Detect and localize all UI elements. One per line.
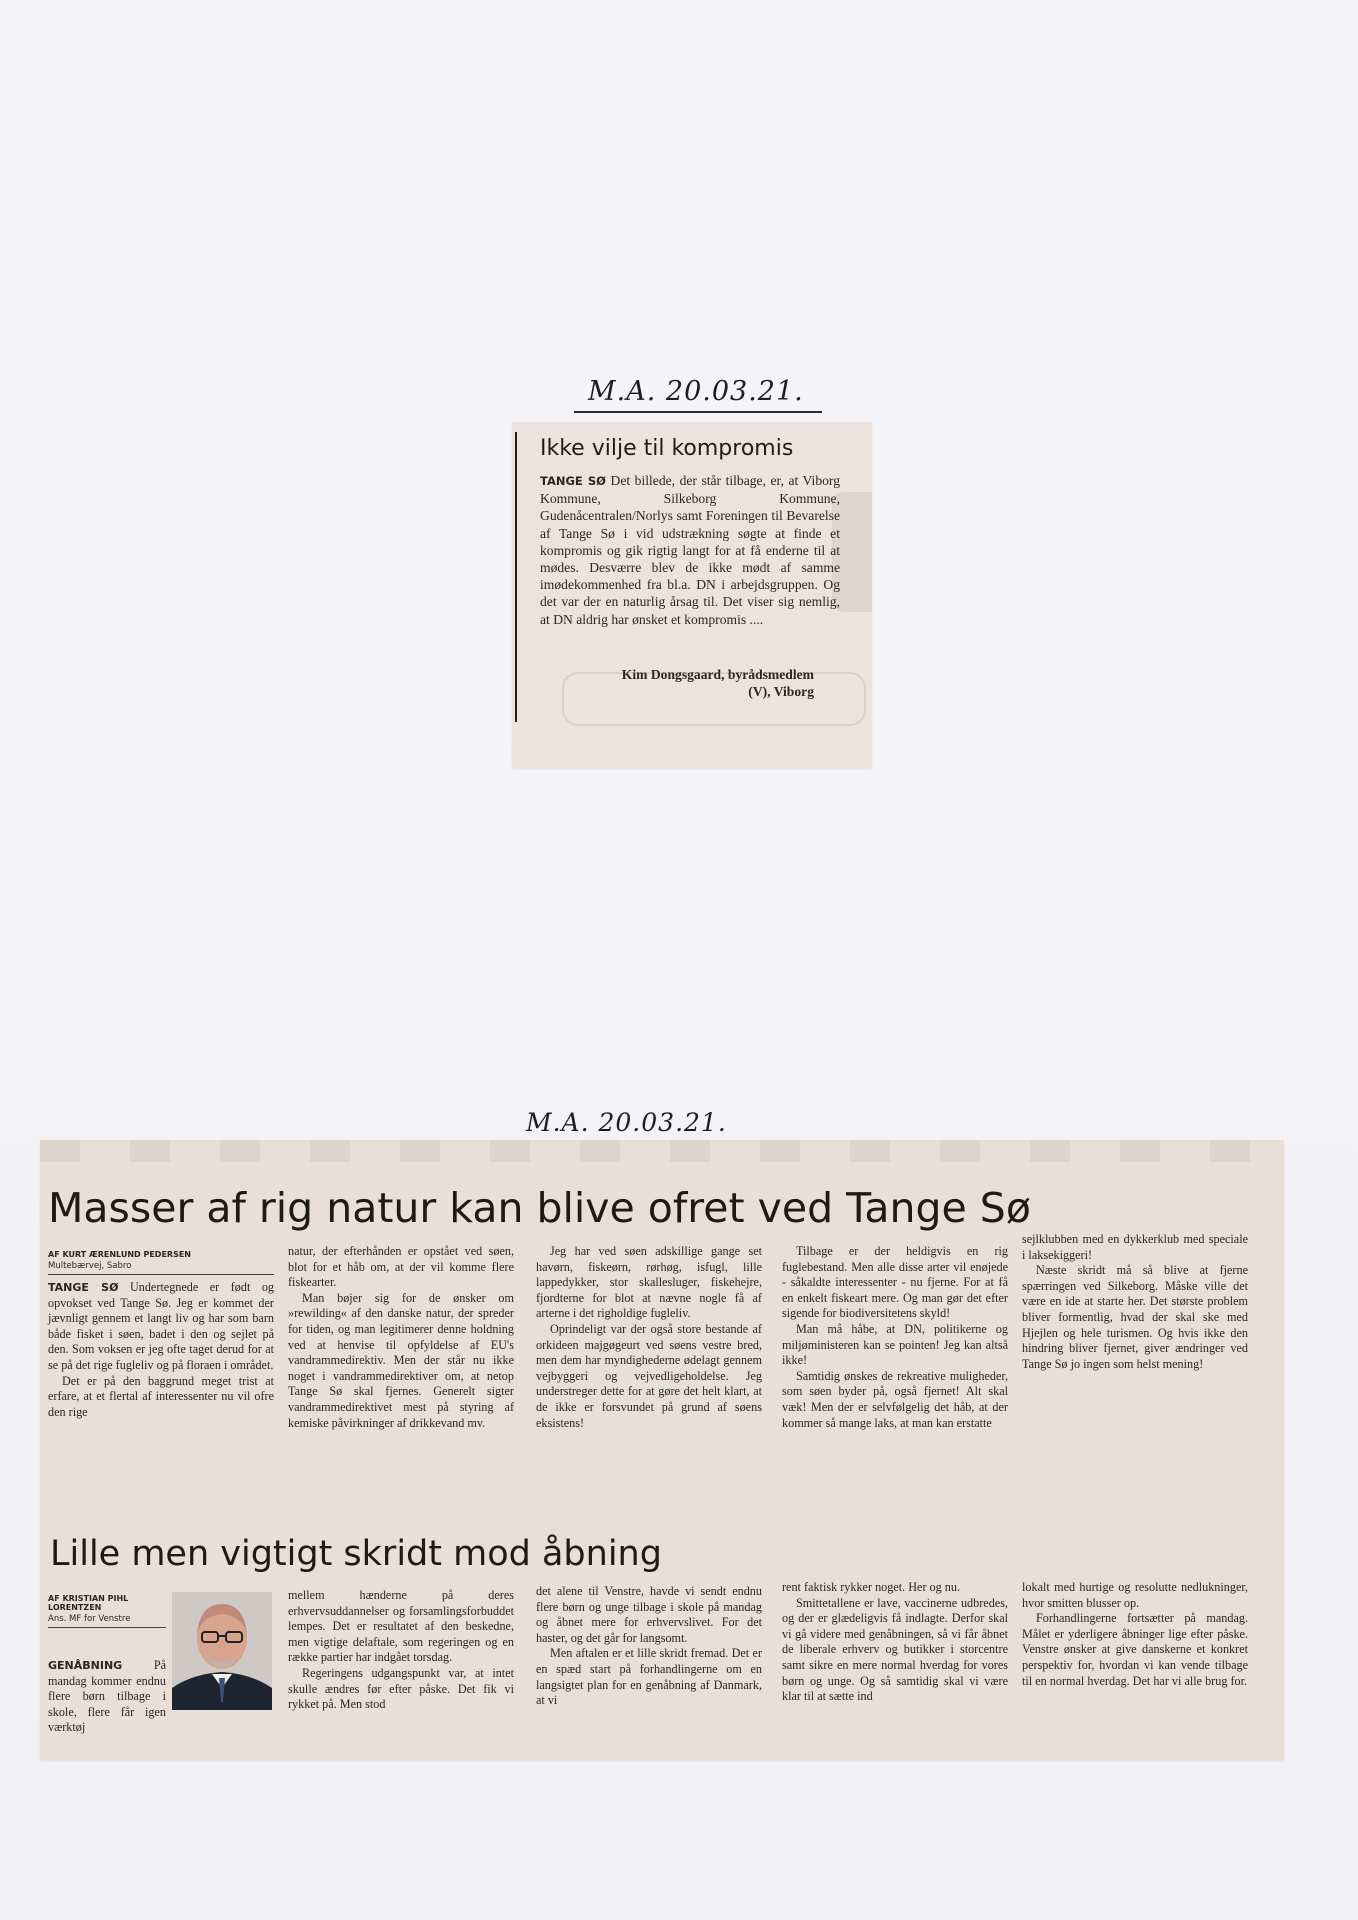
article2-paragraph: Men aftalen er et lille skridt fremad. Det er en spæd start på forhandlingerne om en langsigtet plan for en genåbning af Danmark, at vi — [536, 1646, 762, 1708]
letter-signature — [622, 666, 814, 700]
article2-kicker: GENÅBNING — [48, 1659, 123, 1672]
article2-author-title: Ans. MF for Venstre — [48, 1614, 131, 1624]
article1-paragraph: Oprindeligt var der også store bestande af orkideen majgøgeurt ved søens vestre bred, men dem har myndighederne ødelagt gennem vejbyggeri og vejvedligeholdelse. Jeg understreger dette for at gøre det helt klart, at de ikke er forsvundet på grund af søens eksistens! — [536, 1321, 762, 1430]
article2-paragraph: Smittetallene er lave, vaccinerne udbredes, og der er glædeligvis få indlagte. Derfor skal vi gå videre med genåbningen, så vi får åbnet de liberale erhverv og butikker i storcentre samt sikre en mere normal hverdag for vores børn og unge. Og så samtidig skal vi være klar til at sætte ind — [782, 1595, 1008, 1704]
article1-paragraph: Samtidig ønskes de rekreative muligheder, som søen byder på, også fjernet! Alt skal væk! Men der er selvfølgelig det håb, at der kommer så mange laks, at man kan erstatte — [782, 1368, 1008, 1430]
article2-column-3 — [536, 1584, 762, 1709]
article1-paragraph: Næste skridt må så blive at fjerne spærringen ved Silkeborg. Måske ville det være en ide at starte her. Det største problem bliver formentlig, hvad der skal ske med Hjejlen og hele turismen. Og hvis ikke den hindring bliver fjernet, giver ændringer ved Tange Sø jo ingen som helst mening! — [1022, 1263, 1248, 1371]
article2-paragraph: Forhandlingerne fortsætter på mandag. Målet er yderligere åbninger lige efter påske. Venstre ønsker at give danskerne et konkret perspektiv for, hvordan vi kan vende tilbage til en normal hverdag. Det har vi alle brug for. — [1022, 1611, 1248, 1688]
newspaper-clipping — [40, 1140, 1284, 1760]
byline-rule — [48, 1274, 274, 1275]
article1-paragraph: sejlklubben med en dykkerklub med speciale i laksekiggeri! — [1022, 1232, 1248, 1262]
article2-column-5 — [1022, 1580, 1248, 1689]
letter-kicker: TANGE SØ — [540, 474, 606, 488]
article1-headline: Masser af rig natur kan blive ofret ved Tange Sø — [48, 1184, 1031, 1232]
article1-byline — [48, 1250, 274, 1275]
article2-column-1 — [48, 1658, 166, 1736]
handwritten-underline — [574, 411, 822, 413]
article1-paragraph: natur, der efterhånden er opstået ved søen, blot for et håb om, at der vil komme flere fiskearter. — [288, 1244, 514, 1290]
article1-author-address: Multebærvej, Sabro — [48, 1261, 132, 1271]
article2-paragraph: det alene til Venstre, havde vi sendt endnu flere børn og unge tilbage i skole på mandag og åbnet mere for erhvervslivet. For det haster, og det går for langsomt. — [536, 1584, 762, 1645]
article1-paragraph: Man bøjer sig for de ønsker om »rewilding« af den danske natur, der spreder for tiden, og man legitimerer denne holdning ved at henvise til opfyldelse af EU's vandrammedirektiv. Men der står nu ikke noget i vandrammedirektiver om, at netop Tange Sø skal fjernes. Generelt sigter vandrammedirektivet mest på styring af kemiske påvirkninger af drikkevand mv. — [288, 1290, 514, 1430]
letter-body — [540, 472, 840, 628]
signature-name: Kim Dongsgaard, byrådsmedlem — [621, 667, 814, 682]
article1-paragraph: Det er på den baggrund meget trist at erfare, at et flertal af interessenter nu vil ofre den rige — [48, 1373, 274, 1419]
article1-paragraph: Man må håbe, at DN, politikerne og miljøministeren kan se pointen! Jeg kan altså ikke! — [782, 1321, 1008, 1368]
article1-column-2 — [288, 1244, 514, 1431]
article2-paragraph: rent faktisk rykker noget. Her og nu. — [782, 1580, 961, 1594]
signature-party: (V), Viborg — [748, 684, 814, 700]
author-portrait-image — [172, 1592, 272, 1710]
article2-headline: Lille men vigtigt skridt mod åbning — [50, 1534, 662, 1574]
article1-column-1 — [48, 1280, 274, 1420]
handwritten-date-top — [588, 376, 804, 407]
article2-paragraph: lokalt med hurtige og resolutte nedlukninger, hvor smitten blusser op. — [1022, 1580, 1248, 1610]
article1-column-5 — [1022, 1232, 1248, 1372]
bleed-through-band — [40, 1140, 1284, 1162]
byline-rule — [48, 1627, 166, 1628]
column-rule — [515, 432, 517, 722]
article1-text: Undertegnede er født og opvokset ved Tange Sø. Jeg er kommet der jævnligt gennem et langt liv og har som barn både fisket i søen, badet i den og sejlet på den. Som voksen er jeg ofte taget derud for at se på det rige fugleliv og på floraen i området. — [48, 1280, 275, 1372]
article1-paragraph: Jeg har ved søen adskillige gange set havørn, fiskeørn, rørhøg, isfugl, lille lappedykker, stor skallesluger, fiskehejre, fjordterne for blot at nævne nogle få af arterne i det righoldige fugleliv. — [536, 1244, 762, 1321]
article1-column-3 — [536, 1244, 762, 1431]
article1-paragraph: Tilbage er der heldigvis en rig fuglebestand. Men alle disse arter vil enøjede - såkaldte interessenter - nu fjerne. For at få en enkelt fiskeart mere. Og man gør det efter sigende for biodiversitetens skyld! — [782, 1244, 1008, 1321]
handwritten-date-bottom-text: M.A. 20.03.21. — [526, 1108, 727, 1137]
author-photo — [172, 1592, 272, 1710]
article2-column-2 — [288, 1588, 514, 1713]
article1-kicker: TANGE SØ — [48, 1281, 119, 1294]
letter-text: Det billede, der står tilbage, er, at Viborg Kommune, Silkeborg Kommune, Gudenåcentralen/Norlys samt Foreningen til Bevarelse af Tange Sø i vid udstrækning søgte at finde et kompromis og gik rigtig langt for at få enderne til at mødes. Desværre blev de ikke mødt af samme imødekommenhed fra bl.a. DN i arbejdsgruppen. Og det var der en naturlig årsag til. Det viser sig nemlig, at DN aldrig har ønsket et kompromis .... — [540, 473, 840, 627]
handwritten-date-bottom — [526, 1108, 727, 1137]
article2-byline — [48, 1594, 166, 1628]
article1-column-4 — [782, 1244, 1008, 1431]
article2-column-4 — [782, 1580, 1008, 1705]
article2-paragraph: mellem hænderne på deres erhvervsuddannelser og forsamlingsforbuddet lempes. Det er resultatet af den beskedne, men vigtige delaftale, som regeringen og en række partier har indgået torsdag. — [288, 1588, 514, 1665]
article2-paragraph — [48, 1658, 166, 1736]
article2-text: På mandag kommer endnu flere børn tilbage i skole, flere får igen værktøj — [48, 1658, 166, 1735]
article1-paragraph — [48, 1280, 274, 1374]
letter-clipping — [512, 422, 872, 768]
handwritten-date-top-text: M.A. 20.03.21. — [588, 376, 804, 407]
letter-title: Ikke vilje til kompromis — [540, 436, 794, 461]
article2-author: AF KRISTIAN PIHL LORENTZEN — [48, 1594, 129, 1612]
article2-paragraph: Regeringens udgangspunkt var, at intet skulle ændres før efter påske. Det fik vi rykket på. Men stod — [288, 1665, 514, 1712]
article1-author: AF KURT ÆRENLUND PEDERSEN — [48, 1250, 191, 1259]
